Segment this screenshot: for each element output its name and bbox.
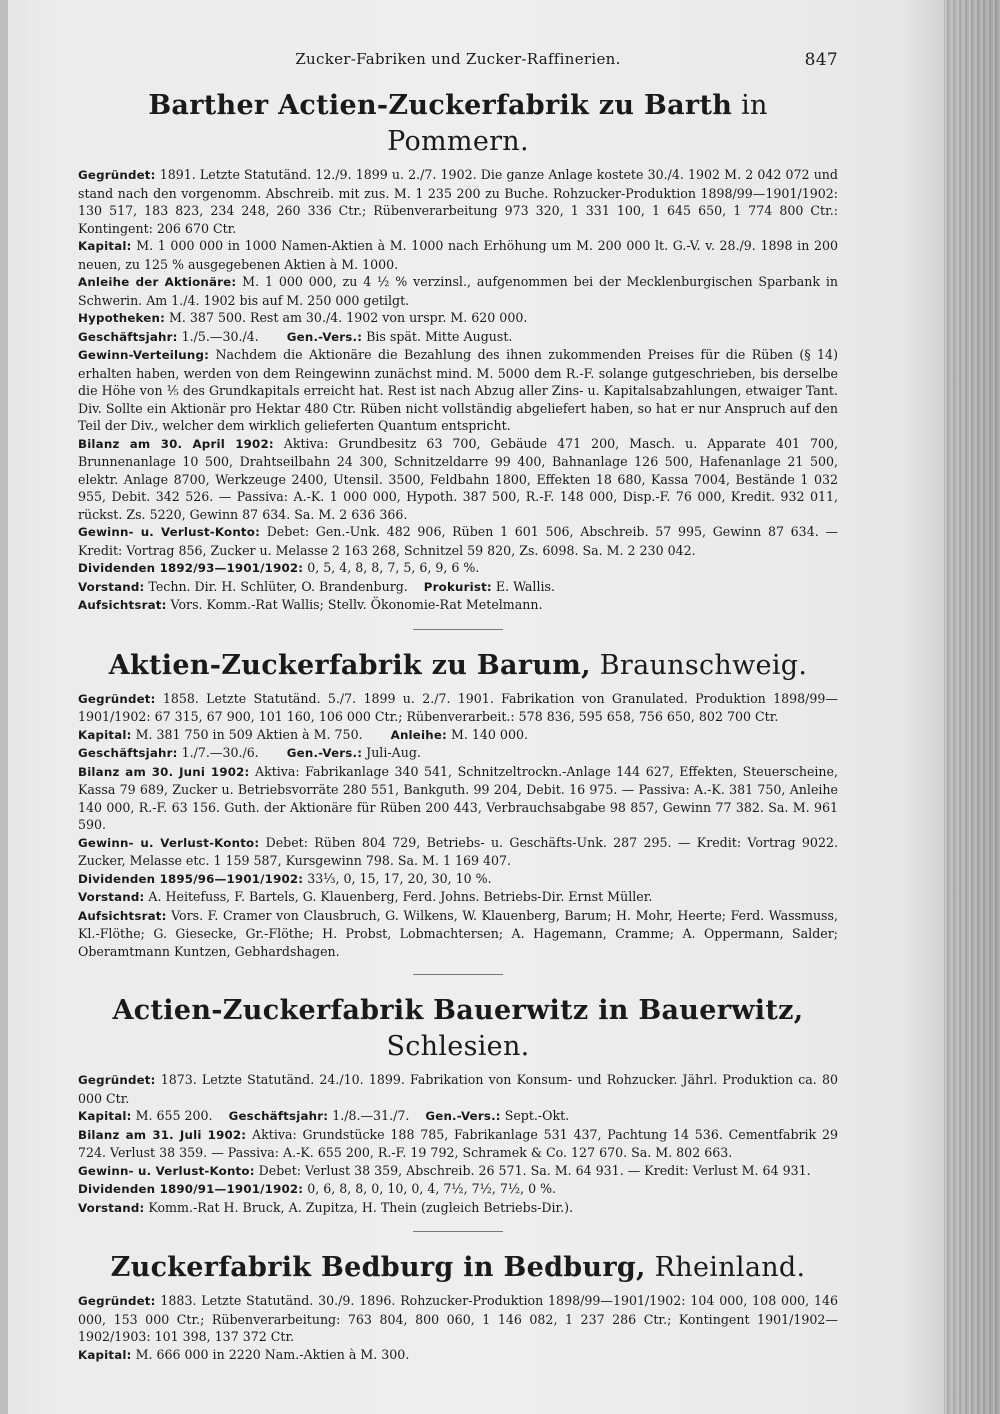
entry-label: Gegründet: — [78, 1294, 156, 1308]
entry-label: Bilanz am 30. April 1902: — [78, 436, 274, 451]
entry-label: Kapital: — [78, 1347, 132, 1362]
entry-text: 33⅓, 0, 15, 17, 20, 30, 10 %. — [307, 870, 492, 886]
company-entry — [78, 88, 838, 615]
entry-label: Vorstand: — [78, 890, 145, 904]
entry-capital — [78, 1107, 838, 1126]
section-divider — [413, 629, 503, 630]
entry-text: Techn. Dir. H. Schlüter, O. Brandenburg. — [148, 578, 408, 594]
entry-text: 1./7.—30./6. — [181, 745, 259, 760]
entry-balance — [78, 1126, 838, 1162]
entry-label: Bilanz am 30. Juni 1902: — [78, 764, 250, 779]
entry-text: A. Heitefuss, F. Bartels, G. Klauenberg, Ferd. Johns. Betriebs-Dir. Ernst Müller. — [148, 889, 653, 904]
entry-balance — [78, 763, 838, 834]
company-name: Barther Actien-Zuckerfabrik zu Barth — [148, 90, 733, 121]
entry-label-2: Geschäftsjahr: — [228, 1109, 329, 1123]
entry-text-2: Bis spät. Mitte August. — [366, 328, 513, 344]
book-gutter-shadow — [944, 0, 1000, 1414]
entry-dividends — [78, 870, 838, 889]
entry-text: M. 387 500. Rest am 30./4. 1902 von urspr. M. 620 000. — [169, 310, 528, 325]
entry-text: Aktiva: Grundbesitz 63 700, Gebäude 471 200, Masch. u. Apparate 401 700, Brunnenanlage 10 500, Drahtseilbahn 24 300, Schnitzeldarre 99 400, Bahnanlage 126 500, Hafenanlage 21 500, elektr. Anlage 8700, Werkzeuge 2400, Utensil. 3500, Feldbahn 1800, Effekten 18 680, Kassa 7004, Bestände 1 032 955, Debit. 342 526. — Passiva: A.-K. 1 000 000, Hypoth. 387 500, R.-F. 148 000, Disp.-F. 76 000, Kredit. 932 011, rückst. Zs. 5220, Gewinn 87 634. Sa. M. 2 636 366. — [78, 435, 838, 522]
entry-text: 0, 6, 8, 8, 0, 10, 0, 4, 7½, 7½, 7½, 0 %. — [307, 1181, 557, 1196]
entry-founded — [78, 166, 838, 237]
company-entry — [78, 993, 838, 1217]
page-number: 847 — [804, 50, 838, 70]
entry-label-2: Gen.-Vers.: — [286, 329, 363, 344]
entry-label: Kapital: — [78, 239, 132, 253]
company-name: Actien-Zuckerfabrik Bauerwitz in Bauerwitz, — [112, 995, 804, 1026]
entry-label: Vorstand: — [78, 1200, 145, 1215]
company-location: in Pommern. — [387, 90, 768, 157]
entry-fiscal-year — [78, 328, 838, 347]
entry-text-2: E. Wallis. — [495, 578, 555, 594]
entry-label: Gewinn- u. Verlust-Konto: — [78, 525, 260, 539]
entry-text: M. 1 000 000, zu 4 ½ % verzinsl., aufgenommen bei der Mecklenburgischen Sparbank in Schwerin. Am 1./4. 1902 bis auf M. 250 000 getilgt. — [78, 274, 838, 308]
entry-text: M. 666 000 in 2220 Nam.-Aktien à M. 300. — [135, 1346, 410, 1362]
entry-capital — [78, 726, 838, 745]
running-head-title: Zucker-Fabriken und Zucker-Raffinerien. — [295, 50, 621, 68]
company-title — [78, 1250, 838, 1286]
entry-fiscal-year — [78, 744, 838, 763]
entry-text: Nachdem die Aktionäre die Bezahlung des ihnen zukommenden Preises für die Rüben (§ 14) erhalten haben, werden von dem Reingewinn zunächst mind. M. 5000 dem R.-F. solange gutgeschrieben, bis derselbe die Höhe von ⅕ des Grundkapitals erreicht hat. Rest ist nach Abzug aller Zins- u. Kapitalsabzahlungen, etwaiger Tant. Div. Sollte ein Aktionär pro Hektar 480 Ctr. Rüben nicht vollständig abgeliefert haben, so hat er nur Anspruch auf den Teil der Div., welcher dem wirklich gelieferten Quantum entspricht. — [78, 347, 838, 433]
entry-text: Debet: Rüben 804 729, Betriebs- u. Geschäfts-Unk. 287 295. — Kredit: Vortrag 9022. Zucker, Melasse etc. 1 159 587, Kursgewinn 798. Sa. M. 1 169 407. — [78, 834, 838, 868]
entry-text: Aktiva: Fabrikanlage 340 541, Schnitzeltrockn.-Anlage 144 627, Effekten, Steuerscheine, Kassa 79 689, Zucker u. Betriebsvorräte 280 551, Bankguth. 99 204, Debit. 16 975. — Passiva: A.-K. 381 750, Anleihe 140 000, R.-F. 63 156. Guth. der Aktionäre für Rüben 200 443, Verbrauchsabgabe 98 857, Gewinn 77 382. Sa. M. 961 590. — [78, 763, 838, 832]
entry-label: Aufsichtsrat: — [78, 598, 167, 612]
entry-founded — [78, 1071, 838, 1107]
entry-label: Gegründet: — [78, 691, 156, 706]
entry-profit-loss — [78, 1162, 838, 1181]
entry-founded — [78, 1292, 838, 1346]
entry-text: Vors. Komm.-Rat Wallis; Stellv. Ökonomie-Rat Metelmann. — [170, 597, 543, 612]
entry-text: 0, 5, 4, 8, 8, 7, 5, 6, 9, 6 %. — [307, 560, 480, 575]
entry-profit-loss — [78, 834, 838, 870]
entry-label-2: Gen.-Vers.: — [286, 746, 363, 760]
company-name: Aktien-Zuckerfabrik zu Barum, — [108, 649, 591, 681]
entry-text: M. 381 750 in 509 Aktien à M. 750. — [135, 726, 363, 742]
entry-text: Debet: Verlust 38 359, Abschreib. 26 571. Sa. M. 64 931. — Kredit: Verlust M. 64 931. — [258, 1162, 811, 1178]
entry-dividends — [78, 559, 838, 578]
entry-text: Debet: Gen.-Unk. 482 906, Rüben 1 601 506, Abschreib. 57 995, Gewinn 87 634. — Kredit: Vortrag 856, Zucker u. Melasse 2 163 268, Schnitzel 59 820, Zs. 6098. Sa. M. 2 230 042. — [78, 524, 838, 558]
entry-label: Dividenden 1890/91—1901/1902: — [78, 1182, 304, 1196]
entry-dividends — [78, 1180, 838, 1199]
entry-text-2: 1./8.—31./7. — [332, 1108, 410, 1123]
entry-balance — [78, 435, 838, 524]
entry-label: Hypotheken: — [78, 311, 165, 325]
page-content — [78, 50, 838, 1374]
entry-board — [78, 888, 838, 907]
entry-text: 1891. Letzte Statutänd. 12./9. 1899 u. 2./7. 1902. Die ganze Anlage kostete 30./4. 1902 M. 2 042 072 und stand nach den vorgenomm. Abschreib. mit zus. M. 1 235 200 zu Buche. Rohzucker-Produktion 1898/99—1901/1902: 130 517, 183 823, 234 248, 260 336 Ctr.; Rübenverarbeitung 973 320, 1 331 100, 1 645 650, 1 774 800 Ctr.: Kontingent: 206 670 Ctr. — [78, 167, 838, 236]
entry-capital — [78, 1346, 838, 1365]
entry-label: Dividenden 1892/93—1901/1902: — [78, 561, 304, 575]
entry-label-2: Anleihe: — [390, 727, 447, 742]
entry-label: Dividenden 1895/96—1901/1902: — [78, 871, 304, 886]
entry-label: Gegründet: — [78, 168, 156, 182]
entry-board — [78, 578, 838, 597]
entry-mortgages — [78, 309, 838, 328]
entry-text: 1858. Letzte Statutänd. 5./7. 1899 u. 2./7. 1901. Fabrikation von Granulated. Produktion 1898/99—1901/1902: 67 315, 67 900, 101 160, 106 000 Ctr.; Rübenverarbeit.: 578 836, 595 658, 756 650, 802 700 Ctr. — [78, 690, 838, 724]
section-divider — [413, 974, 503, 975]
company-entry — [78, 1250, 838, 1364]
entry-label: Anleihe der Aktionäre: — [78, 275, 237, 289]
left-page-edge — [0, 0, 8, 1414]
entry-label: Kapital: — [78, 727, 132, 742]
entry-label-2: Prokurist: — [423, 579, 492, 594]
entry-text: M. 1 000 000 in 1000 Namen-Aktien à M. 1000 nach Erhöhung um M. 200 000 lt. G.-V. v. 28./9. 1898 in 200 neuen, zu 125 % ausgegebenen Aktien à M. 1000. — [78, 238, 838, 272]
entry-label: Gewinn- u. Verlust-Konto: — [78, 1163, 255, 1178]
entry-label: Bilanz am 31. Juli 1902: — [78, 1127, 247, 1142]
section-divider — [413, 1231, 503, 1232]
entry-text: Komm.-Rat H. Bruck, A. Zupitza, H. Thein (zugleich Betriebs-Dir.). — [148, 1199, 574, 1215]
company-location: Braunschweig. — [599, 649, 808, 681]
company-location: Schlesien. — [386, 1031, 530, 1062]
entry-text: Aktiva: Grundstücke 188 785, Fabrikanlage 531 437, Pachtung 14 536. Cementfabrik 29 724. Verlust 38 359. — Passiva: A.-K. 655 200, R.-F. 19 792, Schramek & Co. 127 670. Sa. M. 802 663. — [78, 1126, 838, 1160]
entry-label: Geschäftsjahr: — [78, 329, 178, 344]
entry-text: Vors. F. Cramer von Clausbruch, G. Wilkens, W. Klauenberg, Barum; H. Mohr, Heerte; Ferd. Wassmuss, Kl.-Flöthe; G. Giesecke, Gr.-Flöthe; H. Probst, Lobmachtersen; A. Hagemann, Cramme; A. Oppermann, Salder; Oberamtmann Kuntzen, Gebhardshagen. — [78, 907, 838, 959]
entry-text: 1873. Letzte Statutänd. 24./10. 1899. Fabrikation von Konsum- und Rohzucker. Jährl. Produktion ca. 80 000 Ctr. — [78, 1072, 838, 1106]
company-title — [78, 648, 838, 684]
company-entry — [78, 648, 838, 961]
entry-loan — [78, 273, 838, 309]
entry-label: Gegründet: — [78, 1073, 156, 1087]
entry-board — [78, 1199, 838, 1218]
entry-label-3: Gen.-Vers.: — [425, 1109, 501, 1123]
entry-text: 1./5.—30./4. — [181, 328, 259, 344]
entry-supervisory-board — [78, 596, 838, 615]
entry-text-2: M. 140 000. — [450, 726, 528, 742]
entry-supervisory-board — [78, 907, 838, 961]
entry-label: Vorstand: — [78, 579, 145, 594]
company-name: Zuckerfabrik Bedburg in Bedburg, — [110, 1252, 646, 1283]
entry-text: 1883. Letzte Statutänd. 30./9. 1896. Rohzucker-Produktion 1898/99—1901/1902: 104 000, 108 000, 146 000, 153 000 Ctr.; Rübenverarbeitung: 763 804, 800 060, 1 146 082, 1 237 286 Ctr.; Kontingent 1901/1902—1902/1903: 101 398, 137 372 Ctr. — [78, 1293, 838, 1344]
entry-profit-distribution — [78, 346, 838, 435]
entry-text: M. 655 200. — [135, 1108, 213, 1123]
entry-capital — [78, 237, 838, 273]
entry-label: Kapital: — [78, 1109, 132, 1123]
entry-text-3: Sept.-Okt. — [504, 1108, 570, 1123]
entry-label: Aufsichtsrat: — [78, 908, 167, 923]
company-location: Rheinland. — [654, 1252, 806, 1283]
company-title — [78, 88, 838, 160]
entry-founded — [78, 690, 838, 726]
entry-label: Geschäftsjahr: — [78, 746, 178, 760]
entry-profit-loss — [78, 523, 838, 559]
company-title — [78, 993, 838, 1065]
entry-text-2: Juli-Aug. — [366, 745, 421, 760]
entry-label: Gewinn- u. Verlust-Konto: — [78, 835, 260, 850]
entry-label: Gewinn-Verteilung: — [78, 348, 210, 362]
running-head — [78, 50, 838, 74]
